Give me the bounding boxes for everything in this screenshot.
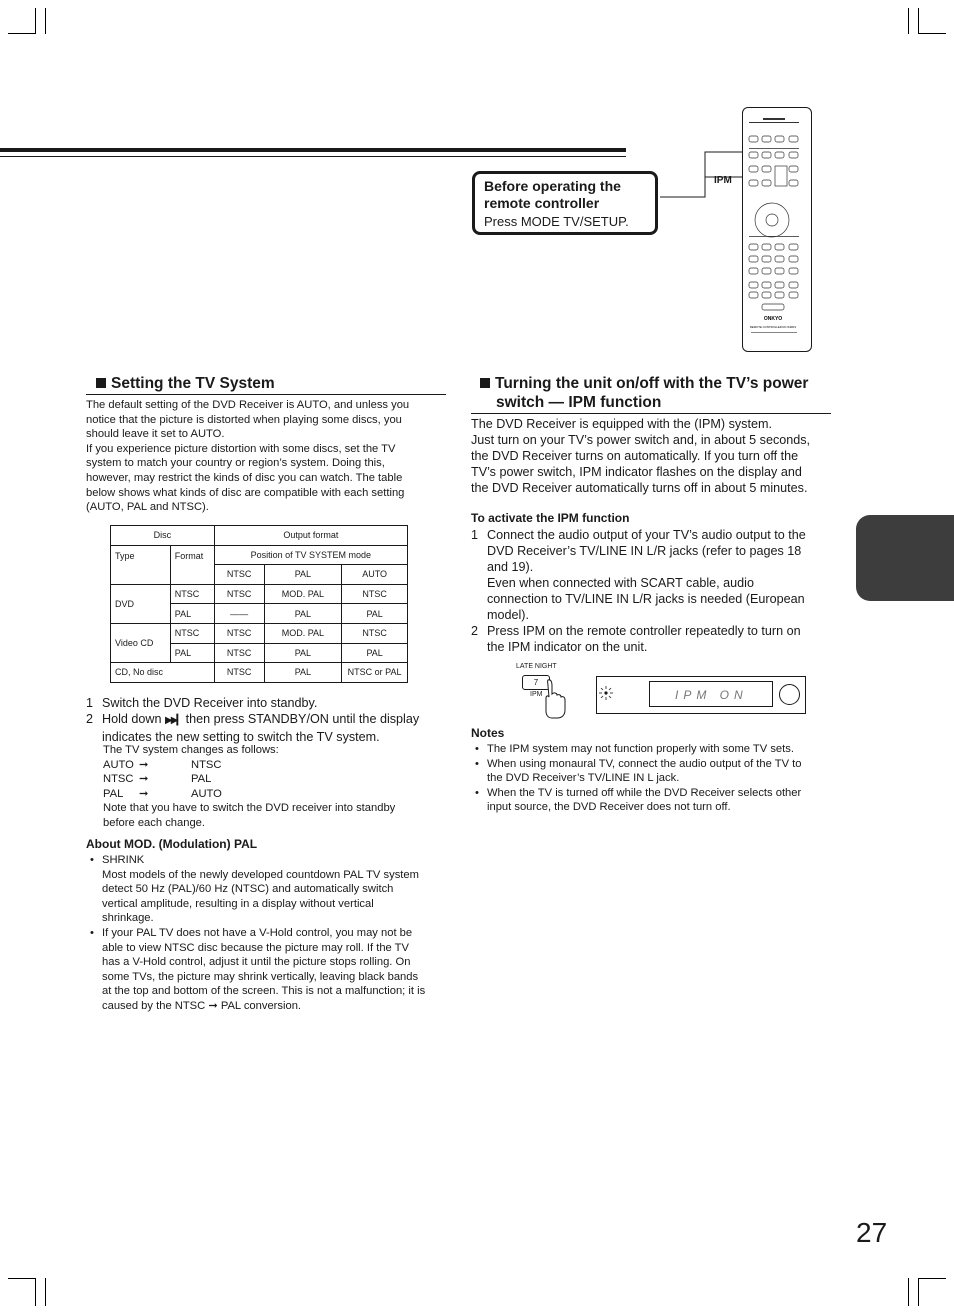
step-line: DVD Receiver’s TV/LINE IN L/R jacks (refer to pages 18 xyxy=(487,544,802,558)
callout-title-line1: Before operating the xyxy=(484,178,621,194)
output-format-header: Output format xyxy=(214,526,407,546)
list-item xyxy=(86,853,450,926)
table-cell: NTSC xyxy=(214,643,264,663)
remote-buttons-icon xyxy=(743,108,811,351)
ipm-intro xyxy=(471,416,841,496)
ipm-flashing-indicator-icon xyxy=(597,683,623,709)
change-from: NTSC xyxy=(103,773,134,786)
bullet-line: caused by the NTSC ➞ PAL conversion. xyxy=(102,999,302,1012)
change-from: PAL xyxy=(103,787,124,800)
table-row xyxy=(111,663,408,683)
header-rule xyxy=(0,148,626,152)
crop-mark xyxy=(918,1278,946,1279)
callout-connector xyxy=(658,150,748,200)
crop-mark xyxy=(918,33,946,34)
activate-ipm-title: To activate the IPM function xyxy=(471,511,630,525)
crop-mark xyxy=(8,1278,36,1279)
crop-mark xyxy=(35,8,36,34)
table-cell: NTSC xyxy=(214,623,264,643)
bullet-line: at the top and bottom of the screen. This is not a malfunction; it is xyxy=(102,985,426,998)
crop-mark xyxy=(908,8,909,34)
tv-system-changes xyxy=(103,743,448,831)
crop-mark xyxy=(35,1278,36,1306)
bullet-line: able to view NTSC disc because the picture may roll. If the TV xyxy=(102,941,409,954)
intro-line: below shows what kinds of disc are compatible with each setting xyxy=(86,486,405,499)
table-row xyxy=(111,545,408,565)
intro-line: The default setting of the DVD Receiver is AUTO, and unless you xyxy=(86,399,410,411)
section-underline xyxy=(86,394,446,395)
type-header: Type xyxy=(111,545,171,584)
changes-intro: The TV system changes as follows: xyxy=(103,744,279,756)
crop-mark xyxy=(45,1278,46,1306)
table-cell: PAL xyxy=(342,643,408,663)
table-cell: NTSC xyxy=(214,584,264,604)
table-cell: PAL xyxy=(264,663,342,683)
mode-pal: PAL xyxy=(264,565,342,585)
list-item xyxy=(471,742,843,757)
notes-list xyxy=(471,742,843,815)
before-operating-callout xyxy=(472,171,658,235)
header-rule-thin xyxy=(0,156,626,157)
change-to: NTSC xyxy=(191,758,222,771)
setting-tv-system-title-text: Setting the TV System xyxy=(111,375,275,392)
table-cell: —— xyxy=(214,604,264,624)
callout-title-line2: remote controller xyxy=(484,195,600,211)
change-row xyxy=(103,787,448,802)
page-number: 27 xyxy=(856,1217,888,1248)
table-cell: PAL xyxy=(264,643,342,663)
change-row xyxy=(103,758,448,773)
step-line: model). xyxy=(487,608,529,622)
intro-line: notice that the picture is distorted when playing some discs, you xyxy=(86,413,402,426)
pointing-hand-icon xyxy=(542,678,570,720)
arrow-right-icon: ➞ xyxy=(139,773,149,786)
bullet-line: If your PAL TV does not have a V-Hold control, you may not be xyxy=(102,926,413,939)
note-line: the DVD Receiver’s TV/LINE IN L jack. xyxy=(487,772,680,785)
disc-header: Disc xyxy=(111,526,215,546)
table-cell: PAL xyxy=(264,604,342,624)
mode-auto: AUTO xyxy=(342,565,408,585)
remote-model: REMOTE CONTROLLER RC-540DS xyxy=(749,325,797,329)
format-cell: PAL xyxy=(170,643,214,663)
note-line: When the TV is turned off while the DVD Receiver selects other xyxy=(487,786,802,799)
step-item xyxy=(471,527,841,623)
position-header: Position of TV SYSTEM mode xyxy=(214,545,407,565)
standby-note: before each change. xyxy=(103,816,206,829)
notes-title: Notes xyxy=(471,726,505,740)
intro-line: should leave it set to AUTO. xyxy=(86,428,225,441)
key-7-button: 7 xyxy=(522,675,550,690)
intro-line: system to match your country or region’s system. Doing this, xyxy=(86,457,385,470)
setting-tv-system-title xyxy=(96,374,275,393)
crop-mark xyxy=(918,8,919,34)
ipm-title-line2: switch — IPM function xyxy=(496,394,662,411)
type-cell: DVD xyxy=(111,584,171,623)
bullet-line: has a V-Hold control, adjust it until the picture stops rolling. On xyxy=(102,956,411,969)
unit-front-panel xyxy=(596,676,806,714)
tv-system-table xyxy=(110,525,408,683)
crop-mark xyxy=(908,1278,909,1306)
remote-brand: ONKYO xyxy=(763,316,783,322)
intro-line: (AUTO, PAL and NTSC). xyxy=(86,501,209,514)
fl-display-text: IPM ON xyxy=(675,688,748,702)
step-item xyxy=(86,695,448,711)
bullet-line: shrinkage. xyxy=(102,912,154,925)
list-item xyxy=(471,757,843,786)
table-cell: NTSC xyxy=(342,623,408,643)
step-item xyxy=(471,623,841,655)
step-number: 2 xyxy=(86,712,94,726)
section-underline xyxy=(471,413,831,414)
type-cell: CD, No disc xyxy=(111,663,215,683)
table-cell: MOD. PAL xyxy=(264,623,342,643)
format-cell: PAL xyxy=(170,604,214,624)
remote-controller-illustration xyxy=(742,107,812,352)
ipm-key-label: IPM xyxy=(530,691,543,698)
table-row xyxy=(111,623,408,643)
crop-mark xyxy=(918,1278,919,1306)
step-text: Switch the DVD Receiver into standby. xyxy=(102,696,318,710)
type-cell: Video CD xyxy=(111,623,171,662)
ipm-steps xyxy=(471,527,841,655)
bullet-line: some TVs, the picture may shrink vertically, leaving black bands xyxy=(102,970,419,983)
step-number: 1 xyxy=(471,528,479,542)
step-number: 1 xyxy=(86,696,94,710)
bullet-line: vertical amplitude, resulting in a display without vertical xyxy=(102,897,374,910)
step-line: Even when connected with SCART cable, audio xyxy=(487,576,754,590)
mode-ntsc: NTSC xyxy=(214,565,264,585)
bullet-icon: • xyxy=(475,786,479,799)
chapter-tab xyxy=(856,515,954,601)
table-cell: NTSC xyxy=(214,663,264,683)
change-to: PAL xyxy=(191,773,212,786)
bullet-icon: • xyxy=(90,926,94,939)
step-number: 2 xyxy=(471,624,479,638)
intro-line: If you experience picture distortion with some discs, set the TV xyxy=(86,442,396,455)
intro-line: the DVD Receiver automatically turns off in about 5 minutes. xyxy=(471,481,808,495)
arrow-right-icon: ➞ xyxy=(139,787,149,800)
bullet-icon: • xyxy=(90,854,94,866)
ipm-section-title xyxy=(480,374,840,412)
bullet-line: Most models of the newly developed countdown PAL TV system xyxy=(102,868,419,881)
format-header: Format xyxy=(170,545,214,584)
bullet-icon: • xyxy=(475,757,479,770)
intro-line: Just turn on your TV’s power switch and, in about 5 seconds, xyxy=(471,433,811,447)
change-to: AUTO xyxy=(191,787,222,800)
mod-pal-title: About MOD. (Modulation) PAL xyxy=(86,837,258,851)
table-cell: MOD. PAL xyxy=(264,584,342,604)
step-line: connection to TV/LINE IN L/R jacks is needed (European xyxy=(487,592,805,606)
format-cell: NTSC xyxy=(170,584,214,604)
intro-line: however, may restrict the kinds of disc you can watch. The table xyxy=(86,471,403,484)
square-bullet-icon xyxy=(96,378,106,388)
intro-line: The DVD Receiver is equipped with the (IPM) system. xyxy=(471,417,772,431)
tv-system-steps xyxy=(86,695,448,745)
bullet-line: SHRINK xyxy=(102,854,145,866)
intro-line: TV’s power switch, IPM indicator flashes on the display and xyxy=(471,465,802,479)
change-row xyxy=(103,772,448,787)
step-line: and 19). xyxy=(487,560,534,574)
step-line: the IPM indicator on the unit. xyxy=(487,640,648,654)
crop-mark xyxy=(8,33,36,34)
step-text: Hold down xyxy=(102,712,162,726)
mod-pal-bullets xyxy=(86,853,450,1014)
square-bullet-icon xyxy=(480,378,490,388)
volume-knob-icon xyxy=(779,684,800,705)
step-line: Press IPM on the remote controller repeatedly to turn on xyxy=(487,624,801,638)
note-line: input source, the DVD Receiver does not turn off. xyxy=(487,801,731,814)
step-text: indicates the new setting to switch the TV system. xyxy=(102,730,380,744)
note-line: When using monaural TV, connect the audio output of the TV to xyxy=(487,757,802,770)
setting-intro xyxy=(86,398,446,515)
bullet-icon: • xyxy=(475,743,479,755)
intro-line: the DVD Receiver turns on automatically. If you turn off the xyxy=(471,449,799,463)
table-row xyxy=(111,526,408,546)
note-line: The IPM system may not function properly with some TV sets. xyxy=(487,743,794,755)
ipm-title-line1: Turning the unit on/off with the TV’s power xyxy=(495,375,809,392)
list-item xyxy=(471,786,843,815)
table-cell: NTSC xyxy=(342,584,408,604)
late-night-label: LATE NIGHT xyxy=(516,663,557,670)
step-line: Connect the audio output of your TV’s audio output to the xyxy=(487,528,806,542)
change-from: AUTO xyxy=(103,758,134,771)
crop-mark xyxy=(45,8,46,34)
standby-note: Note that you have to switch the DVD receiver into standby xyxy=(103,802,396,815)
ipm-remote-label: IPM xyxy=(714,175,732,186)
table-row xyxy=(111,584,408,604)
skip-forward-icon: ▶▶▎ xyxy=(165,715,183,726)
format-cell: NTSC xyxy=(170,623,214,643)
step-item xyxy=(86,711,448,745)
arrow-right-icon: ➞ xyxy=(139,758,149,771)
callout-subtitle: Press MODE TV/SETUP. xyxy=(484,214,629,229)
table-cell: NTSC or PAL xyxy=(342,663,408,683)
step-text: then press STANDBY/ON until the display xyxy=(185,712,420,726)
list-item xyxy=(86,926,450,1014)
bullet-line: detect 50 Hz (PAL)/60 Hz (NTSC) and automatically switch xyxy=(102,883,394,896)
table-cell: PAL xyxy=(342,604,408,624)
